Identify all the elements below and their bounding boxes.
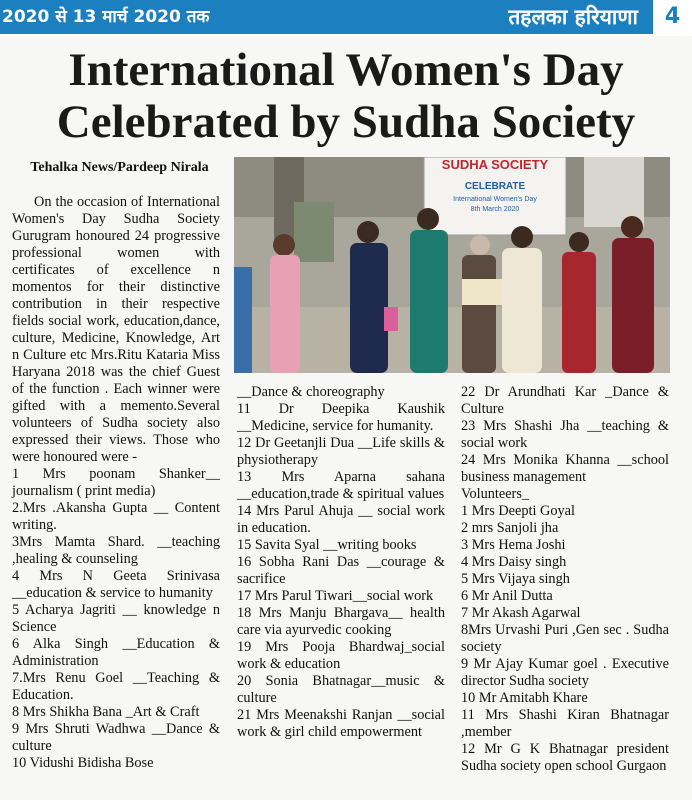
volunteers-heading: Volunteers_ (461, 486, 530, 502)
newspaper-header (0, 0, 692, 36)
volunteer-item: 6 Mr Anil Dutta (461, 588, 553, 604)
volunteer-item: 9 Mr Ajay Kumar goel . Executive director Sudha society (461, 656, 669, 689)
headline-line-1: International Women's Day (68, 44, 624, 96)
headline (0, 44, 692, 148)
honoree-item: 19 Mrs Pooja Bhardwaj_social work & education (237, 639, 445, 672)
volunteer-item: 5 Mrs Vijaya singh (461, 571, 570, 587)
volunteer-item: 11 Mrs Shashi Kiran Bhatnagar ,member (461, 707, 669, 740)
volunteer-item: 12 Mr G K Bhatnagar president Sudha society open school Gurgaon (461, 741, 669, 774)
volunteer-item: 1 Mrs Deepti Goyal (461, 503, 575, 519)
honoree-item: 6 Alka Singh __Education & Administration (12, 636, 220, 669)
honoree-item: 5 Acharya Jagriti __ knowledge n Science (12, 602, 220, 635)
honoree-item: 22 Dr Arundhati Kar _Dance & Culture (461, 384, 669, 417)
volunteer-item: 8Mrs Urvashi Puri ,Gen sec . Sudha society (461, 622, 669, 655)
header-page-number: 4 (650, 0, 692, 34)
honoree-item: 1 Mrs poonam Shanker__ journalism ( print media) (12, 466, 220, 499)
honoree-item: 9 Mrs Shruti Wadhwa __Dance & culture (12, 721, 220, 754)
honoree-item: 3Mrs Mamta Shard. __teaching ,healing & counseling (12, 534, 220, 567)
honoree-item: 16 Sobha Rani Das __courage & sacrifice (237, 554, 445, 587)
honoree-item: 14 Mrs Parul Ahuja __ social work in education. (237, 503, 445, 536)
volunteer-item: 10 Mr Amitabh Khare (461, 690, 588, 706)
banner-line-2: 8th March 2020 (470, 206, 520, 213)
event-photo-illustration (234, 157, 670, 373)
honoree-item: 13 Mrs Aparna sahana __education,trade & spiritual values (237, 469, 445, 502)
honoree-item: 24 Mrs Monika Khanna __school business management (461, 452, 669, 485)
volunteer-item: 2 mrs Sanjoli jha (461, 520, 559, 536)
honoree-item: 23 Mrs Shashi Jha __teaching & social work (461, 418, 669, 451)
honoree-item: 2.Mrs .Akansha Gupta __ Content writing. (12, 500, 220, 533)
honoree-item: 11 Dr Deepika Kaushik __Medicine, service for humanity. (237, 401, 445, 434)
honoree-item: __Dance & choreography (237, 384, 385, 400)
banner-title: SUDHA SOCIETY (441, 157, 549, 172)
banner-sub: CELEBRATE (464, 181, 526, 192)
honoree-item: 8 Mrs Shikha Bana _Art & Craft (12, 704, 200, 720)
event-photo (234, 157, 670, 373)
volunteer-item: 4 Mrs Daisy singh (461, 554, 567, 570)
header-paper-name: तहलका हरियाणा (420, 0, 650, 34)
article-column-3 (461, 384, 669, 775)
honoree-item: 17 Mrs Parul Tiwari__social work (237, 588, 434, 604)
volunteer-item: 3 Mrs Hema Joshi (461, 537, 566, 553)
honoree-item: 10 Vidushi Bidisha Bose (12, 755, 154, 771)
volunteer-item: 7 Mr Akash Agarwal (461, 605, 581, 621)
intro-paragraph: On the occasion of International Women's Day Sudha Society Gurugram honoured 24 progressive professional women with certificates of excellence n momentos for their distinctive contribution in their respective fields social work, education,dance, culture, Medicine, Knowledge, Art n Culture etc Mrs.Ritu Kataria Miss Haryana 2018 was the chief Guest of the function . Each winner were gifted with a memento.Several volunteers of Sudha society also expressed their views. Those who were honoured were - (12, 194, 220, 465)
honoree-item: 21 Mrs Meenakshi Ranjan __social work & girl child empowerment (237, 707, 445, 740)
byline: Tehalka News/Pardeep Nirala (30, 160, 209, 175)
article-column-2 (237, 384, 445, 741)
article-column-1 (12, 194, 220, 772)
headline-line-2: Celebrated by Sudha Society (56, 96, 636, 148)
honoree-item: 20 Sonia Bhatnagar__music & culture (237, 673, 445, 706)
honoree-item: 7.Mrs Renu Goel __Teaching & Education. (12, 670, 220, 703)
banner-line-1: International Women's Day (453, 196, 537, 203)
honoree-item: 15 Savita Syal __writing books (237, 537, 417, 553)
header-date-range: 2020 से 13 मार्च 2020 तक (0, 0, 422, 34)
honoree-item: 12 Dr Geetanjli Dua __Life skills & physiotherapy (237, 435, 445, 468)
honoree-item: 18 Mrs Manju Bhargava__ health care via ayurvedic cooking (237, 605, 445, 638)
honoree-item: 4 Mrs N Geeta Srinivasa __education & service to humanity (12, 568, 220, 601)
